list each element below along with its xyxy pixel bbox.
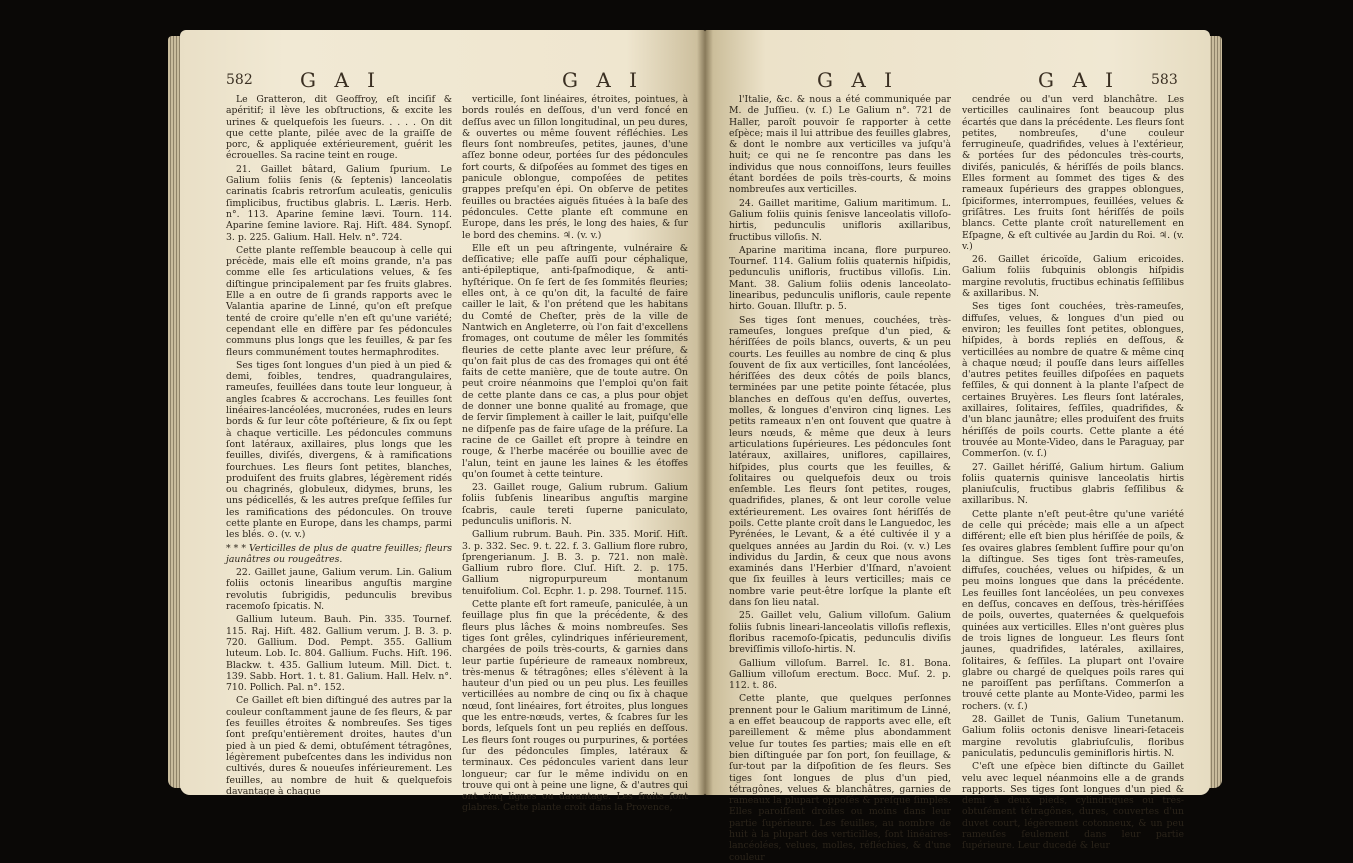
paragraph: 27. Gaillet hériſſé, Galium hirtum. Galium foliis quaternis quinisve lanceolatis hirtis planiuſculis, fructibus glabris ſeſſilibus & axillaribus. N. [962,461,1184,507]
paragraph: Cette plante, que quelques perſonnes prennent pour le Galium maritimum de Linné, a en effet beaucoup de rapports avec elle, eſt pareillement & même plus abondamment velue ſur toutes ſes parties; mais elle en eſt bien diſtinguée par ſon port, ſon feuillage, & ſur-tout par la diſpoſition de ſes fleurs. Ses tiges ſont longues de plus d'un pied, tétragônes, velues & blanchâtres, garnies de rameaux la plupart oppoſés & preſque ſimples. Elles paroiſſent droites ou moins dans leur partie ſupérieure. Les feuilles, au nombre de huit à la plupart des verticilles, ſont linéaires-lancéolées, velues, molles, réfléchies, & d'une couleur [729,693,951,863]
paragraph: 23. Gaillet rouge, Galium rubrum. Galium foliis ſubſenis linearibus anguſtis margine ſcabris, caule tereti ſuperne paniculato, pedunculis unifloris. N. [462,482,688,527]
page-edges-right [1208,36,1222,788]
page-number-right: 583 [1151,72,1178,88]
right-page-column-2 [962,94,1184,852]
paragraph: 21. Gaillet bâtard, Galium ſpurium. Le Galium foliis ſenis (& ſeptenis) lanceolatis carinatis ſcabris retrorſum aculeatis, geniculis ſimplicibus, fructibus glabris. L. Læris. Herb. n°. 113. Aparine ſemine lævi. Tourn. 114. Aparine ſemine laviore. Raj. Hiſt. 484. Synopſ. 3. p. 225. Galium. Hall. Helv. n°. 724. [226,163,452,243]
paragraph: Elle eſt un peu aſtringente, vulnéraire & deſſicative; elle paſſe auſſi pour céphalique, anti-épileptique, anti-ſpaſmodique, & anti-hyſtérique. On ſe ſert de ſes ſommités fleuries; elles ont, à ce qu'on dit, la faculté de faire cailler le lait, & l'on prétend que les habitans du Comté de Cheſter, près de la ville de Nantwich en Angleterre, où l'on fait d'excellens fromages, ont coutume de mêler les ſommités fleuries de cette plante avec leur préſure, & qu'on fait plus de cas des fromages qui ont été faits de cette manière, que de toute autre. On peut croire néanmoins que l'emploi qu'on fait de cette plante dans ce cas, a plus pour objet de donner une bonne qualité au fromage, que de ſervir ſimplement à cailler le lait, puiſqu'elle ne diſpenſe pas de faire uſage de la préſure. La racine de ce Gaillet eſt propre à teindre en rouge, & l'herbe macérée ou bouillie avec de l'alun, teint en jaune les laines & les étoffes qu'on ſoumet à cette teinture. [462,242,688,480]
paragraph: Cette plante reſſemble beaucoup à celle qui précède, mais elle eſt moins grande, n'a pas comme elle ſes articulations velues, & ſes diſtingue principalement par ſes fruits glabres. Elle a en outre de ſi grands rapports avec le Valantia aparine de Linné, qu'on eſt preſque tenté de croire qu'elle n'en eſt qu'une variété; cependant elle en diffère par ſes pédoncules communs plus longs que les feuilles, & par ſes fleurs communément toutes hermaphrodites. [226,244,452,358]
paragraph: Aparine maritima incana, flore purpureo. Tournef. 114. Galium foliis quaternis hiſpidis, pedunculis unifloris, fructibus villoſis. Lin. Mant. 38. Galium foliis odenis lanceolato-linearibus, pedunculis unifloris, caule repente hirto. Gouan. Illuſtr. p. 5. [729,244,951,313]
left-page-column-1 [226,94,452,797]
paragraph: Gallium luteum. Bauh. Pin. 335. Tournef. 115. Raj. Hiſt. 482. Gallium verum. J. B. 3. p. 720. Gallium. Dod. Pempt. 355. Gallium luteum. Lob. Ic. 804. Gallium. Fuchs. Hiſt. 196. Blackw. t. 435. Gallium luteum. Mill. Dict. t. 139. Sabb. Hort. 1. t. 81. Galium. Hall. Helv. n°. 710. Pollich. Pal. n°. 152. [226,614,452,694]
paragraph: 28. Gaillet de Tunis, Galium Tunetanum. Galium foliis octonis denisve lineari-ſetaceis margine revolutis glabriuſculis, floribus paniculatis, pedunculis geminifloris hirtis. N. [962,714,1184,759]
paragraph: 24. Gaillet maritime, Galium maritimum. L. Galium foliis quinis ſenisve lanceolatis villoſo-hirtis, pedunculis unifloris axillaribus, fructibus villoſis. N. [729,197,951,243]
running-head-right-col1: G A I [817,68,899,92]
paragraph: 25. Gaillet velu, Galium villoſum. Galium foliis ſubnis lineari-lanceolatis villoſis reflexis, floribus racemoſo-ſpicatis, pedunculis diviſis breviſſimis villoſo-hirtis. N. [729,610,951,656]
paragraph: cendrée ou d'un verd blanchâtre. Les verticilles caulinaires ſont beaucoup plus écartés que dans la précédente. Les fleurs ſont petites, nombreuſes, d'une couleur ferrugineuſe, quadrifides, velues à l'extérieur, & portées ſur des pédoncules très-courts, diviſés, paniculés, & hériſſés de poils blancs. Elles forment au ſommet des tiges & des rameaux ſupérieurs des grappes oblongues, ſpiciformes, interrompues, feuillées, velues & griſâtres. Les fruits ſont hériſſés de poils blancs. Cette plante croît naturellement en Eſpagne, & eſt cultivée au Jardin du Roi. ♃. (v. v.) [962,94,1184,252]
paragraph: Ses tiges ſont couchées, très-rameuſes, diffuſes, velues, & longues d'un pied ou environ; les feuilles ſont petites, oblongues, hiſpides, à bords repliés en deſſous, & verticillées au nombre de quatre & même cinq à chaque nœud; il pouſſe dans leurs aiſſelles d'autres petites feuilles diſpoſées en paquets feſſiles, & qui donnent à la plante l'aſpect de certaines Bruyères. Les fleurs ſont latérales, axillaires, ſolitaires, ſeſſiles, quadrifides, & d'un blanc jaunâtre; elles produiſent des fruits hériſſés de poils courts. Cette plante a été trouvée au Monte-Video, dans le Paraguay, par Commerſon. (v. ſ.) [962,301,1184,460]
paragraph: l'Italie, &c. & nous a été communiquée par M. de Juſſieu. (v. ſ.) Le Galium n°. 721 de Haller, paroît pouvoir ſe rapporter à cette eſpèce; mais il lui attribue des feuilles glabres, & dont le nombre aux verticilles va juſqu'à huit; ce qui ne ſe rencontre pas dans les individus que nous connoiſſons, leurs feuilles étant bordées de poils très-courts, & moins nombreuſes aux verticilles. [729,94,951,196]
page-number-left: 582 [226,72,253,88]
paragraph: C'eſt une eſpèce bien diſtincte du Gaillet velu avec lequel néanmoins elle a de grands rapports. Ses tiges ſont longues d'un pied & demi à deux pieds, cylindriques ou très-obtuſément tétragônes, dures, couvertes d'un duvet court, légèrement cotonneux, & un peu rameuſes ſeulement dans leur partie ſupérieure. Leur ducedé & leur [962,761,1184,852]
paragraph: Le Gratteron, dit Geoffroy, eſt inciſif & apéritif; il lève les obſtructions, & excite les urines & quelquefois les ſueurs. . . . . On dit que cette plante, pilée avec de la graiſſe de porc, & appliquée extérieurement, guérit les écrouelles. Sa racine teint en rouge. [226,94,452,162]
paragraph: Gallium villoſum. Barrel. Ic. 81. Bona. Gallium villoſum erectum. Bocc. Muſ. 2. p. 112. t. 86. [729,657,951,692]
left-page-column-2 [462,94,688,814]
section-divider-text: * * * Verticilles de plus de quatre feuilles; fleurs jaunâtres ou rougeâtres. [226,542,452,565]
paragraph: Cette plante n'eſt peut-être qu'une variété de celle qui précède; mais elle a un aſpect différent; elle eſt bien plus hériſſée de poils, & ſes ovaires glabres ſemblent ſuffire pour qu'on la diſtingue. Ses tiges ſont très-rameuſes, diffuſes, couchées, velues ou hiſpides, & un peu moins longues que dans la précédente. Les feuilles ſont lancéolées, un peu convexes en deſſus, concaves en deſſous, très-hériſſées de poils, ouvertes, quaternées & quelquefois quinées aux verticilles. Elles n'ont guères plus de trois lignes de longueur. Les fleurs ſont jaunes, quadrifides, latérales, axillaires, ſolitaires, & ſeſſiles. La plupart ont l'ovaire glabre ou chargé de quelques poils rares qui ne paroiſſent pas perſiſtans. Commerſon a trouvé cette plante au Monte-Video, parmi les rochers. (v. ſ.) [962,508,1184,712]
paragraph: 26. Gaillet éricoïde, Galium ericoides. Galium foliis ſubquinis oblongis hiſpidis margine revolutis, fructibus echinatis ſeſſilibus & axillaribus. N. [962,254,1184,300]
right-page-column-1 [729,94,951,863]
running-head-left-col1: G A I [300,68,382,92]
paragraph: 22. Gaillet jaune, Galium verum. Lin. Galium foliis octonis linearibus anguſtis margine revolutis ſubrigidis, pedunculis brevibus racemoſo ſpicatis. N. [226,567,452,613]
left-page [180,30,705,814]
running-head-right-col2: G A I [1038,68,1120,92]
paragraph: Gallium rubrum. Bauh. Pin. 335. Moriſ. Hiſt. 3. p. 332. Sec. 9. t. 22. f. 3. Gallium flore rubro, ſprengerianum. J. B. 3. p. 721. non malè. Gallium rubro flore. Cluſ. Hiſt. 2. p. 175. Gallium nigropurpureum montanum tenuifolium. Col. Ecphr. 1. p. 298. Tournef. 115. [462,529,688,597]
right-page [705,30,1210,863]
paragraph: verticille, ſont linéaires, étroites, pointues, à bords roulés en deſſous, d'un verd foncé en deſſus avec un ſillon longitudinal, un peu dures, & ouvertes ou même ſouvent réfléchies. Les fleurs ſont nombreuſes, petites, jaunes, d'une aſſez bonne odeur, portées ſur des pédoncules fort courts, & diſpoſées au ſommet des tiges en panicule oblongue, compoſées de petites grappes preſqu'en épi. On obſerve de petites feuilles ou bractées aiguës ſituées à la baſe des pédoncules. Cette plante eſt commune en Europe, dans les prés, le long des haies, & ſur le bord des chemins. ♃. (v. v.) [462,94,688,241]
paragraph: Ses tiges ſont longues d'un pied à un pied & demi, foibles, tendres, quadrangulaires, rameuſes, feuillées dans toute leur longueur, à angles ſcabres & accrochans. Les feuilles ſont linéaires-lancéolées, mucronées, rudes en leurs bords & ſur leur côte poſtérieure, & ſix ou ſept à chaque verticille. Les pédoncules communs ſont latéraux, axillaires, plus longs que les feuilles, diviſés, divergens, & à ramifications fourchues. Les fleurs ſont petites, blanches, produiſent des fruits glabres, légèrement ridés ou chagrinés, globuleux, didymes, bruns, les uns pédicellés, & les autres preſque ſeſſiles ſur les ramifications des pédoncules. On trouve cette plante en Europe, dans les champs, parmi les blés. ⊙. (v. v.) [226,359,452,541]
running-head-left-col2: G A I [562,68,644,92]
paragraph: Ses tiges ſont menues, couchées, très-rameuſes, longues preſque d'un pied, & hériſſées de poils blancs, ouverts, & un peu courts. Les feuilles au nombre de cinq & plus ſouvent de ſix aux verticilles, ſont lancéolées, hériſſées des deux côtés de poils blancs, terminées par une petite pointe ſétacée, plus blanches en deſſous qu'en deſſus, ouvertes, molles, & longues d'environ cinq lignes. Les petits rameaux n'en ont ſouvent que quatre à leurs nœuds, & même que deux à leurs articulations ſupérieures. Les pédoncules ſont latéraux, axillaires, uniflores, capillaires, hiſpides, plus courts que les feuilles, & ſolitaires ou quelquefois deux ou trois enſemble. Les fleurs ſont petites, rouges, quadrifides, planes, & ont leur corolle velue extérieurement. Les ovaires ſont hériſſés de poils. Cette plante croît dans le Languedoc, les Pyrénées, le Levant, & a été cultivée il y a quelques années au Jardin du Roi. (v. v.) Les individus du Jardin, & ceux que nous avons examinés dans l'Herbier d'Iſnard, n'avoient que ſix feuilles à leurs verticilles; mais ce nombre varie peut-être lorſque la plante eſt dans ſon lieu natal. [729,314,951,609]
book-gutter-shadow [697,30,713,795]
paragraph: Cette plante eſt fort rameuſe, paniculée, à un feuillage plus fin que la précédente, & des fleurs plus lâches & moins nombreuſes. Ses tiges ſont grêles, cylindriques inférieurement, chargées de poils très-courts, & garnies dans leur partie ſupérieure de rameaux nombreux, très-menus & tétragônes; elles s'élèvent à la hauteur d'un pied ou un peu plus. Les feuilles verticillées au nombre de cinq ou ſix à chaque nœud, ſont linéaires, fort étroites, plus longues que les entre-nœuds, vertes, & ſcabres ſur les bords, leſquels ſont un peu repliés en deſſous. Les fleurs ſont rouges ou purpurines, & portées ſur des pédoncules ſimples, latéraux & terminaux. Ces pédoncules varient dans leur longueur; car ſur le même individu on en trouve qui ont à peine une ligne, & d'autres qui ont cinq lignes ou davantage. Les fruits ſont glabres. Cette plante croît dans la Provence, [462,599,688,814]
paragraph: Ce Gaillet eſt bien diſtingué des autres par la couleur conſtamment jaune de ſes fleurs, & par ſes feuilles étroites & nombreuſes. Ses tiges ſont preſqu'entièrement droites, hautes d'un pied à un pied & demi, obtuſément tétragônes, légèrement pubeſcentes dans les individus non cultivés, dures & noueuſes inférieurement. Les feuilles, au nombre de huit & quelquefois davantage à chaque [226,695,452,797]
